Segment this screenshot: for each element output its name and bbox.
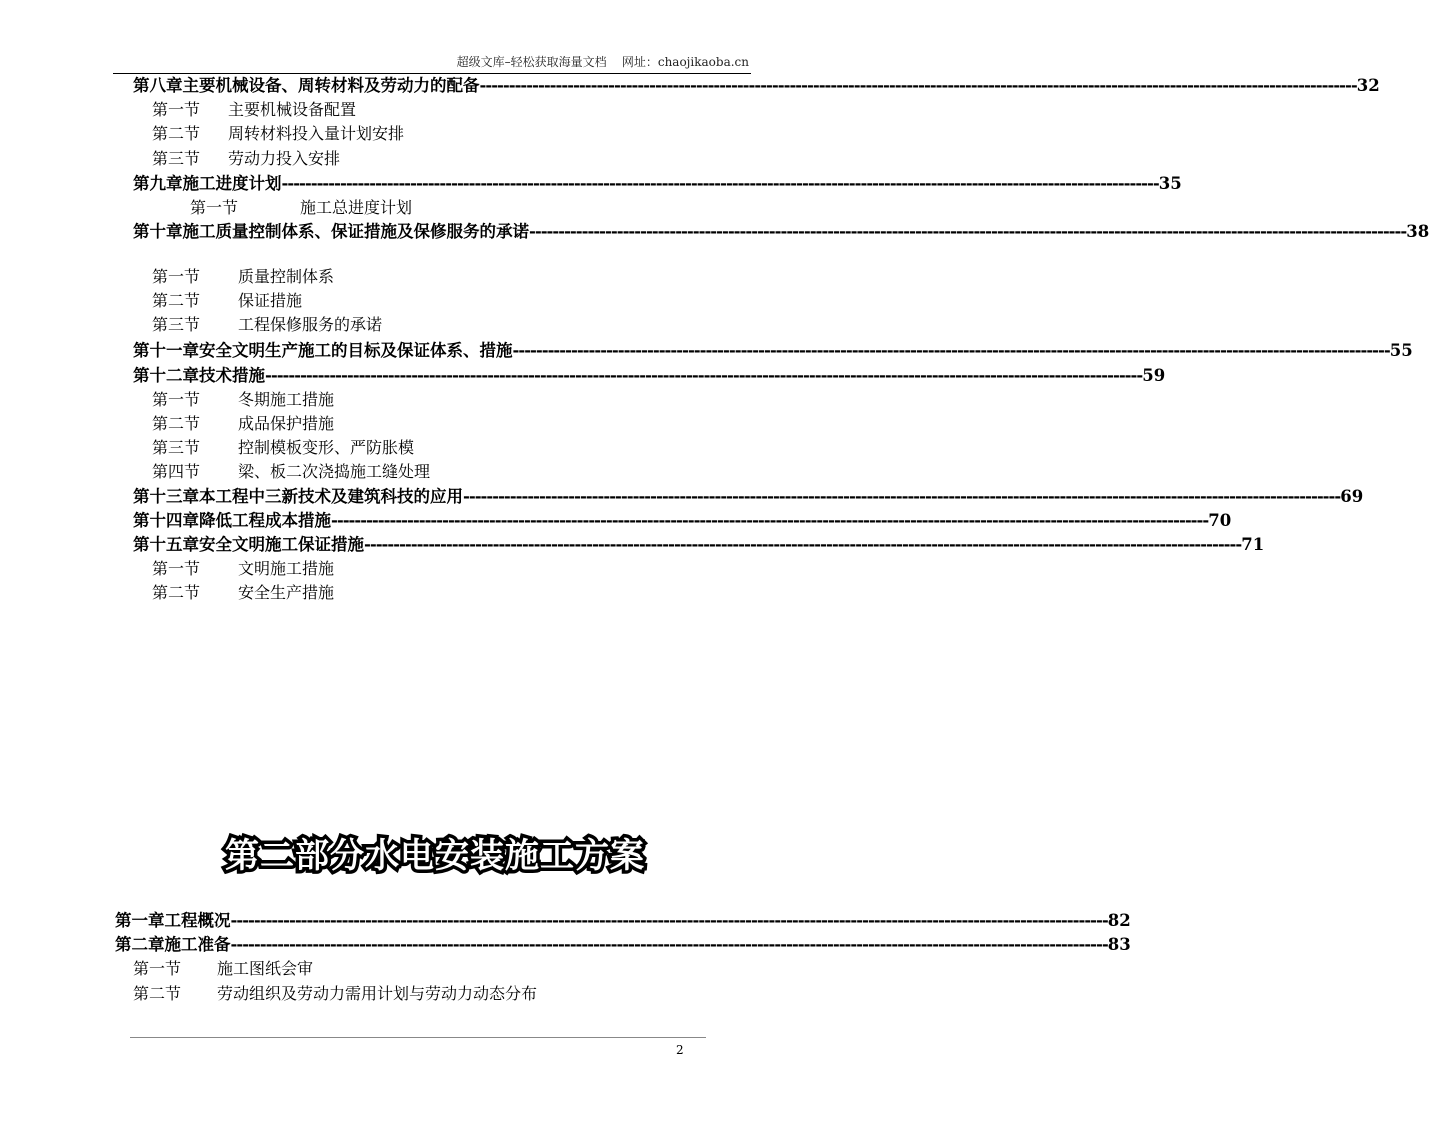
dot-leader: ------------------------------------------------------------------------------------------------------------------------------------------------------ <box>265 366 1143 385</box>
entry-label: 第二节 <box>152 414 201 433</box>
toc-chapter-entry <box>133 74 1380 98</box>
entry-title: 劳动组织及劳动力需用计划与劳动力动态分布 <box>217 984 538 1003</box>
toc-chapter-entry <box>133 172 1182 196</box>
entry-page-number: 70 <box>1208 511 1232 530</box>
entry-title: 梁、板二次浇捣施工缝处理 <box>238 462 431 481</box>
entry-title: 安全文明施工保证措施 <box>199 535 364 554</box>
toc-section-entry <box>190 196 412 220</box>
entry-title: 施工图纸会审 <box>217 959 314 978</box>
entry-label: 第一节 <box>190 198 239 217</box>
entry-label: 第一节 <box>133 959 182 978</box>
entry-page-number: 69 <box>1340 487 1364 506</box>
entry-label: 第二节 <box>152 291 201 310</box>
entry-title: 质量控制体系 <box>238 267 335 286</box>
entry-label: 第三节 <box>152 315 201 334</box>
entry-label: 第一节 <box>152 100 201 119</box>
toc-section-entry <box>152 313 382 337</box>
entry-page-number: 83 <box>1107 935 1131 954</box>
dot-leader: ------------------------------------------------------------------------------------------------------------------------------------------------------ <box>364 535 1242 554</box>
entry-title: 文明施工措施 <box>238 559 335 578</box>
part-title: 第二部分水电安装施工方案 <box>225 836 645 876</box>
entry-label: 第八章 <box>133 76 183 95</box>
entry-page-number: 35 <box>1158 174 1182 193</box>
dot-leader: ------------------------------------------------------------------------------------------------------------------------------------------------------ <box>529 222 1407 241</box>
dot-leader: ------------------------------------------------------------------------------------------------------------------------------------------------------ <box>230 935 1108 954</box>
entry-title: 工程概况 <box>164 911 231 930</box>
toc-section-entry <box>152 388 334 412</box>
dot-leader: ------------------------------------------------------------------------------------------------------------------------------------------------------ <box>331 511 1209 530</box>
entry-label: 第二节 <box>133 984 182 1003</box>
entry-page-number: 55 <box>1389 341 1413 360</box>
page-header: 超级文库–轻松获取海量文档 网址：chaojikaoba.cn <box>456 55 749 69</box>
entry-title: 工程保修服务的承诺 <box>238 315 383 334</box>
entry-title: 施工准备 <box>164 935 231 954</box>
toc-section-entry <box>152 122 404 146</box>
toc-section-entry <box>152 98 356 122</box>
entry-label: 第三节 <box>152 438 201 457</box>
entry-label: 第十四章 <box>133 511 199 530</box>
entry-label: 第三节 <box>152 149 201 168</box>
toc-chapter-entry <box>133 533 1265 557</box>
toc-section-entry <box>152 436 414 460</box>
toc-chapter-entry <box>133 364 1166 388</box>
entry-label: 第十章 <box>133 222 183 241</box>
toc-chapter-entry <box>133 339 1413 363</box>
entry-title: 安全文明生产施工的目标及保证体系、措施 <box>199 341 513 360</box>
dot-leader: ------------------------------------------------------------------------------------------------------------------------------------------------------ <box>463 487 1341 506</box>
entry-label: 第二节 <box>152 124 201 143</box>
dot-leader: ------------------------------------------------------------------------------------------------------------------------------------------------------ <box>230 911 1108 930</box>
dot-leader: ------------------------------------------------------------------------------------------------------------------------------------------------------ <box>281 174 1159 193</box>
toc-section-entry <box>152 412 334 436</box>
toc-chapter-entry <box>133 220 1429 244</box>
footer-rule <box>130 1037 706 1038</box>
toc-section-entry <box>152 557 334 581</box>
entry-title: 安全生产措施 <box>238 583 335 602</box>
toc-section-entry <box>133 982 537 1006</box>
entry-title: 成品保护措施 <box>238 414 335 433</box>
entry-label: 第二章 <box>115 935 165 954</box>
entry-title: 周转材料投入量计划安排 <box>228 124 405 143</box>
entry-title: 控制模板变形、严防胀模 <box>238 438 415 457</box>
toc-chapter-entry <box>115 933 1131 957</box>
toc-section-entry <box>152 265 334 289</box>
toc-section-entry <box>152 581 334 605</box>
entry-label: 第一章 <box>115 911 165 930</box>
entry-page-number: 38 <box>1406 222 1429 241</box>
toc-chapter-entry <box>133 509 1232 533</box>
entry-label: 第十三章 <box>133 487 199 506</box>
entry-title: 主要机械设备、周转材料及劳动力的配备 <box>182 76 480 95</box>
toc-chapter-entry <box>115 909 1131 933</box>
entry-title: 主要机械设备配置 <box>228 100 357 119</box>
toc-section-entry <box>152 460 430 484</box>
entry-page-number: 71 <box>1241 535 1265 554</box>
entry-page-number: 82 <box>1107 911 1131 930</box>
entry-title: 降低工程成本措施 <box>199 511 331 530</box>
page-number: 2 <box>676 1043 684 1057</box>
toc-section-entry <box>152 147 340 171</box>
entry-label: 第十二章 <box>133 366 199 385</box>
entry-title: 技术措施 <box>199 366 265 385</box>
entry-label: 第一节 <box>152 390 201 409</box>
entry-title: 施工进度计划 <box>182 174 282 193</box>
entry-label: 第一节 <box>152 559 201 578</box>
entry-title: 劳动力投入安排 <box>228 149 341 168</box>
toc-section-entry <box>152 289 302 313</box>
entry-label: 第十一章 <box>133 341 199 360</box>
entry-label: 第一节 <box>152 267 201 286</box>
entry-label: 第十五章 <box>133 535 199 554</box>
entry-title: 施工总进度计划 <box>300 198 413 217</box>
entry-page-number: 32 <box>1356 76 1380 95</box>
entry-title: 施工质量控制体系、保证措施及保修服务的承诺 <box>182 222 529 241</box>
toc-section-entry <box>133 957 313 981</box>
entry-label: 第二节 <box>152 583 201 602</box>
entry-title: 冬期施工措施 <box>238 390 335 409</box>
dot-leader: ------------------------------------------------------------------------------------------------------------------------------------------------------ <box>479 76 1357 95</box>
entry-label: 第九章 <box>133 174 183 193</box>
entry-page-number: 59 <box>1142 366 1166 385</box>
toc-chapter-entry <box>133 485 1364 509</box>
entry-title: 本工程中三新技术及建筑科技的应用 <box>199 487 463 506</box>
entry-label: 第四节 <box>152 462 201 481</box>
dot-leader: ------------------------------------------------------------------------------------------------------------------------------------------------------ <box>512 341 1390 360</box>
entry-title: 保证措施 <box>238 291 303 310</box>
